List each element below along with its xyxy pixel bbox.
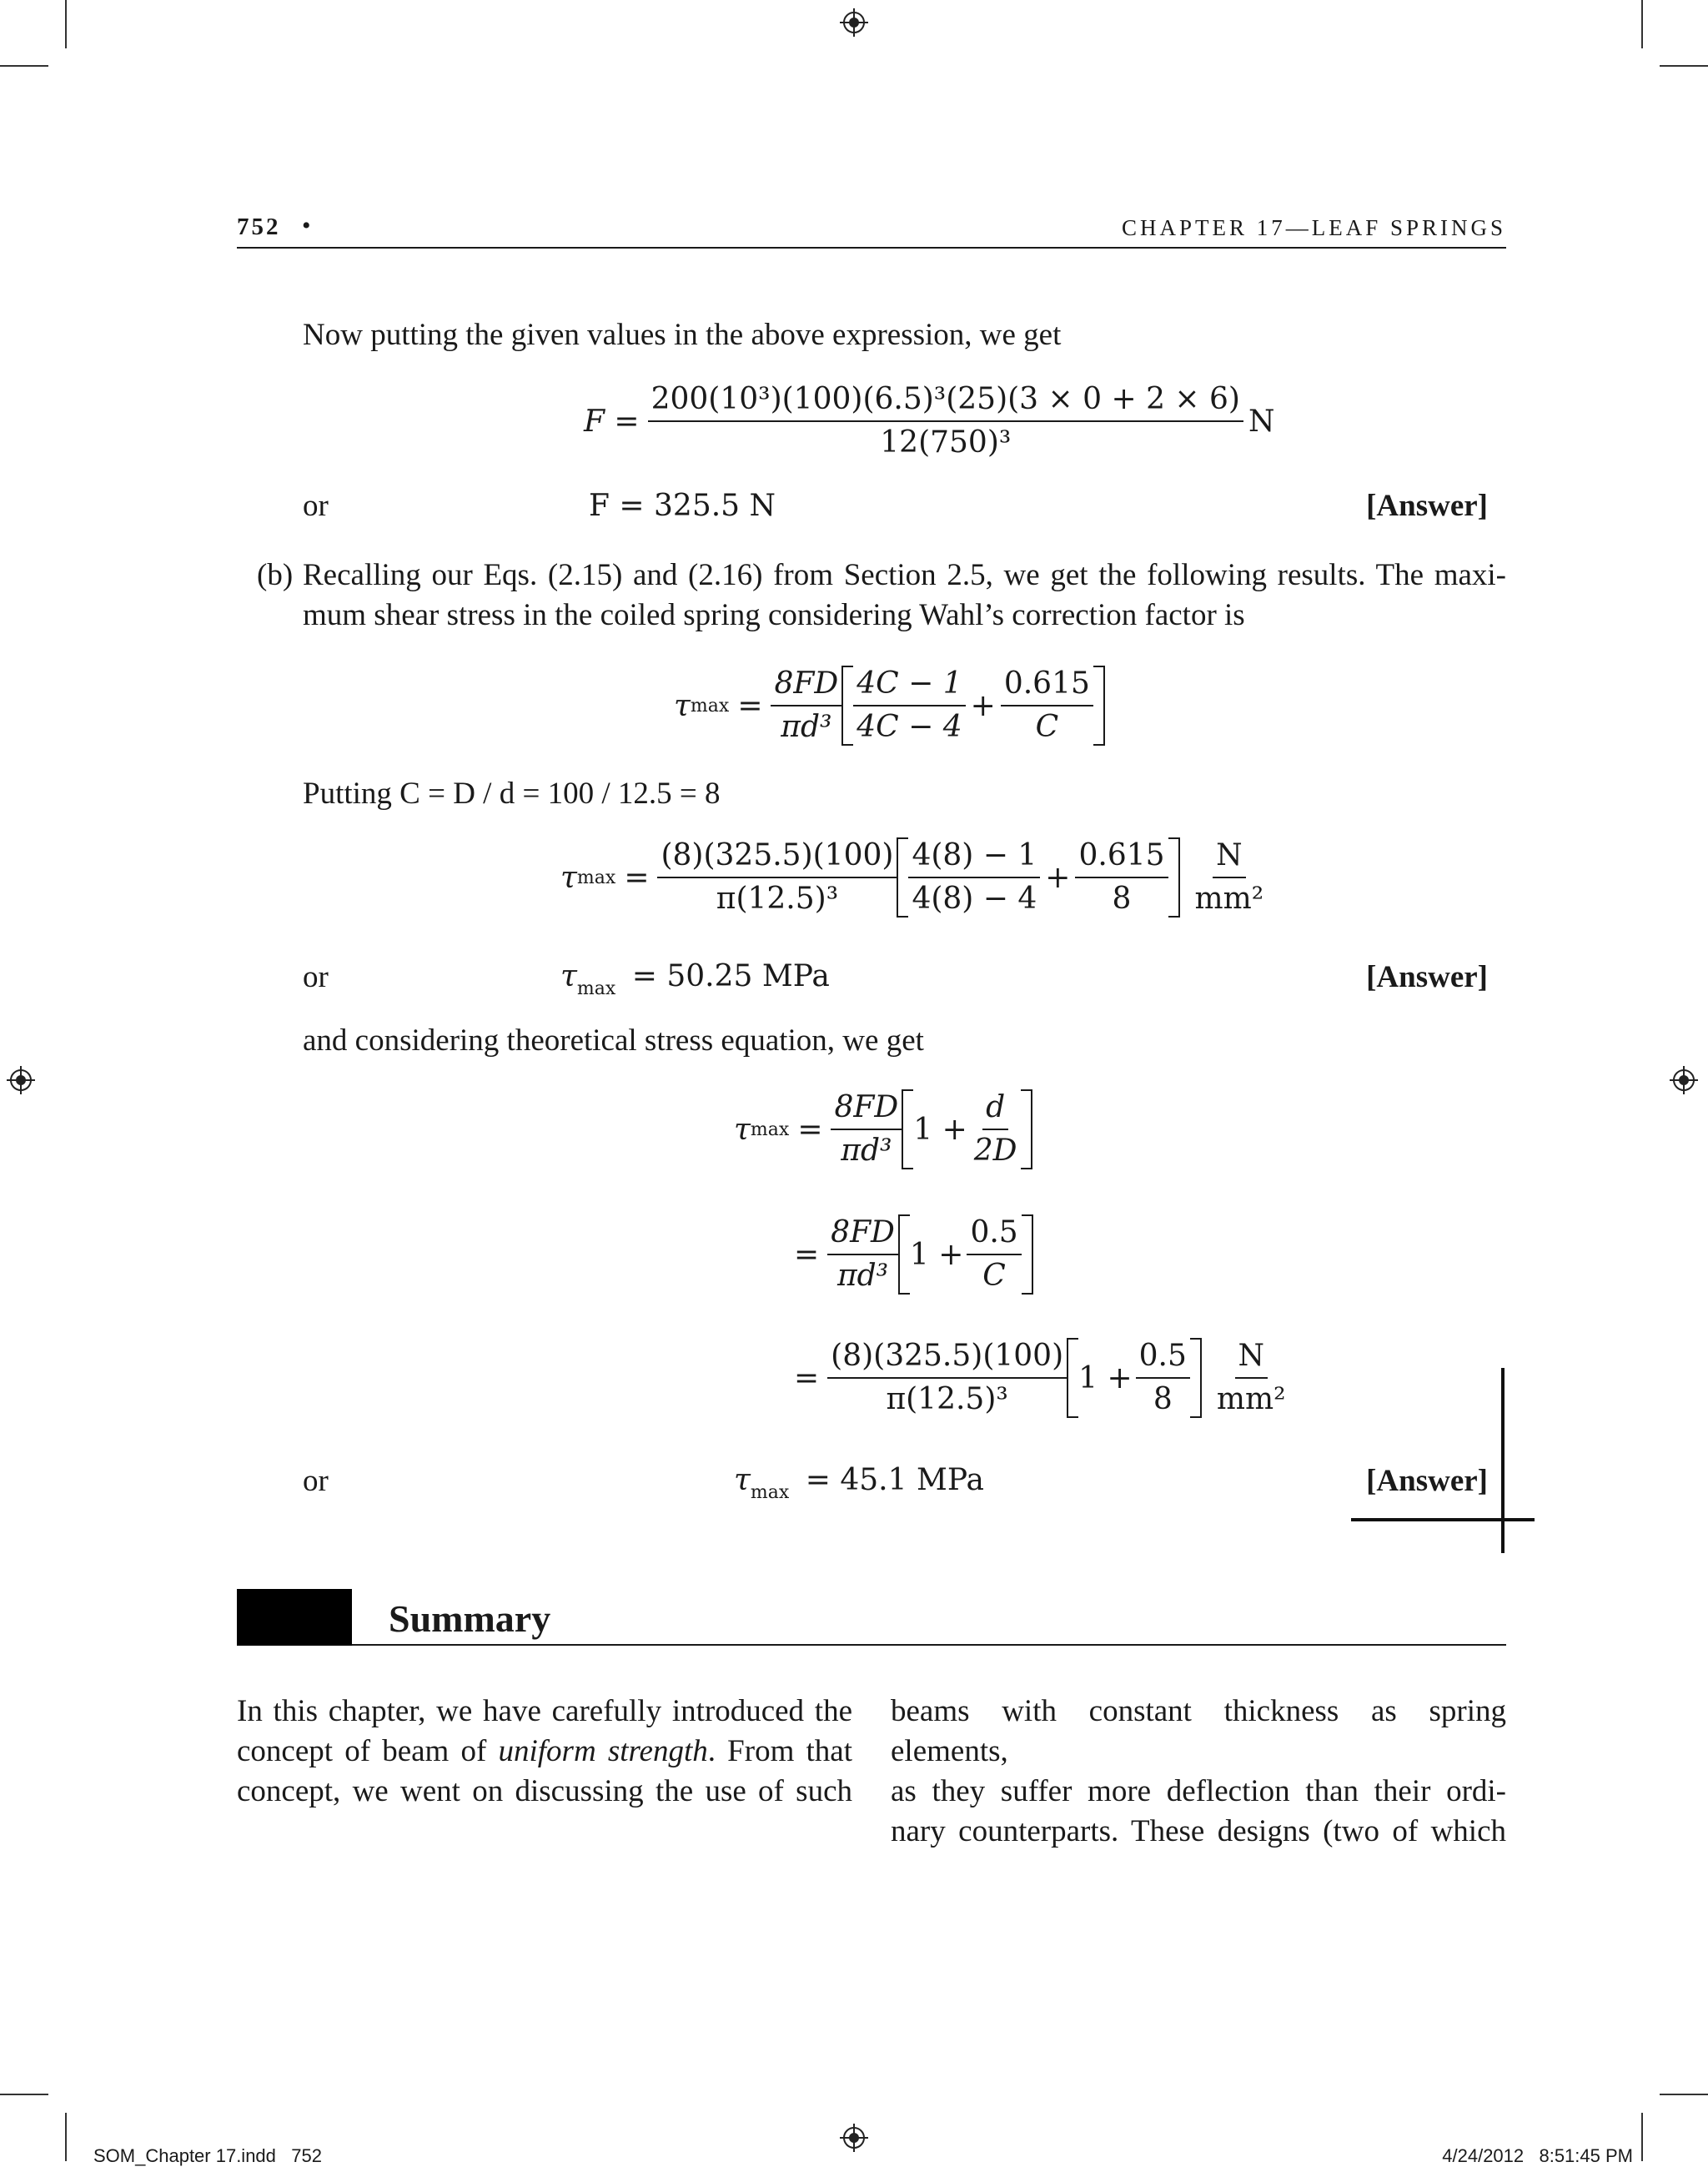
summary-right-column bbox=[891, 1692, 1506, 1852]
body-paragraph: Recalling our Eqs. (2.15) and (2.16) from Section 2.5, we get the following results. The maxi- bbox=[303, 558, 1506, 592]
fraction: $\frac{(8)(325.5)(100)}{\text{π(12.5)³}}$ bbox=[827, 1339, 1067, 1417]
item-label: (b) bbox=[257, 558, 294, 592]
emphasis: uniform strength bbox=[498, 1734, 708, 1768]
tau-symbol: τ bbox=[560, 860, 577, 895]
footer-datetime: 4/24/2012 8:51:45 PM bbox=[1442, 2145, 1633, 2166]
header-bullet: • bbox=[302, 212, 311, 239]
answer-tag: [Answer] bbox=[1366, 960, 1488, 994]
fraction: $\frac{d}{2D}$ bbox=[973, 1090, 1017, 1168]
equals-sign: = bbox=[737, 688, 763, 723]
page-number: 752 bbox=[237, 214, 281, 240]
equation-theory-step: = $\frac{8FD}{\text{πd³}}$ 1 + $\frac{0.5}{C}$ bbox=[794, 1214, 1033, 1295]
body-paragraph: mum shear stress in the coiled spring considering Wahl’s correction factor is bbox=[303, 598, 1245, 632]
crop-mark bbox=[0, 65, 48, 67]
answer-tag: [Answer] bbox=[1366, 489, 1488, 523]
fraction: $\frac{8FD}{\text{πd³}}$ bbox=[827, 1215, 898, 1294]
fraction: $\frac{(8)(325.5)(100)}{\text{π(12.5)³}}$ bbox=[657, 838, 897, 917]
end-of-example-mark-vertical bbox=[1501, 1368, 1505, 1553]
equation-theory: τ max = $\frac{8FD}{\text{πd³}}$ 1 + $\frac{d}{2D}$ bbox=[734, 1089, 1032, 1169]
unit-fraction: $\frac{N}{\text{mm²}}$ bbox=[1194, 838, 1264, 916]
running-title: CHAPTER 17—LEAF SPRINGS bbox=[1121, 215, 1506, 240]
fraction: $\frac{0.615}{C}$ bbox=[1001, 666, 1093, 745]
registration-mark-icon bbox=[7, 1066, 35, 1094]
body-line: In this chapter, we have carefully introduced the bbox=[237, 1694, 852, 1728]
fraction: $\frac{0.615}{8}$ bbox=[1075, 838, 1168, 917]
body-line: as they suffer more deflection than their ordi- bbox=[891, 1774, 1506, 1808]
crop-mark bbox=[65, 2113, 67, 2161]
registration-mark-icon bbox=[840, 2124, 868, 2152]
or-label: or bbox=[303, 489, 329, 523]
body-paragraph: Putting C = D / d = 100 / 12.5 = 8 bbox=[303, 777, 721, 811]
end-of-example-mark-horizontal bbox=[1351, 1518, 1535, 1521]
summary-heading-bar bbox=[237, 1589, 352, 1646]
body-paragraph: Now putting the given values in the above expression, we get bbox=[303, 318, 1062, 352]
equation-unit: N bbox=[1248, 404, 1275, 439]
answer-tag: [Answer] bbox=[1366, 1464, 1488, 1498]
fraction: $\frac{4(8) - 1}{4(8) - 4}$ bbox=[908, 838, 1040, 917]
left-bracket bbox=[1067, 1338, 1078, 1418]
crop-mark bbox=[65, 0, 67, 48]
summary-heading-rule bbox=[352, 1644, 1506, 1646]
section-heading: Summary bbox=[389, 1597, 551, 1640]
body-line: concept, we went on discussing the use of such bbox=[237, 1774, 852, 1808]
fraction bbox=[648, 382, 1243, 460]
equals-sign: = bbox=[624, 860, 650, 895]
unit-fraction: $\frac{N}{\text{mm²}}$ bbox=[1216, 1339, 1286, 1416]
fraction: $\frac{8FD}{\text{πd³}}$ bbox=[771, 666, 841, 745]
summary-left-column bbox=[237, 1692, 852, 1812]
equation-wahl-numeric bbox=[560, 837, 1267, 918]
crop-mark bbox=[0, 2094, 48, 2095]
equation-wahl bbox=[674, 666, 1105, 746]
fraction: $\frac{8FD}{\text{πd³}}$ bbox=[831, 1090, 902, 1169]
fraction-denominator: 12(750)³ bbox=[880, 425, 1012, 460]
fraction: $\frac{0.5}{C}$ bbox=[967, 1215, 1021, 1294]
body-line: beams with constant thickness as spring elements, bbox=[891, 1694, 1506, 1768]
crop-mark bbox=[1660, 65, 1708, 67]
plus-sign: + bbox=[1045, 860, 1071, 895]
left-bracket bbox=[902, 1089, 913, 1169]
result-stress: $\tau_{max} = 45.1$ MPa bbox=[734, 1463, 984, 1503]
right-bracket bbox=[1093, 666, 1105, 746]
right-bracket bbox=[1022, 1214, 1033, 1295]
fraction: $\frac{4C - 1}{4C - 4}$ bbox=[853, 666, 965, 745]
registration-mark-icon bbox=[1670, 1066, 1698, 1094]
right-bracket bbox=[1021, 1089, 1032, 1169]
crop-mark bbox=[1660, 2094, 1708, 2095]
body-line: concept of beam of uniform strength. From that bbox=[237, 1734, 852, 1768]
footer-file: SOM_Chapter 17.indd 752 bbox=[93, 2145, 322, 2166]
subscript: max bbox=[690, 695, 730, 716]
or-label: or bbox=[303, 960, 329, 994]
plus-sign: + bbox=[970, 688, 996, 723]
body-line: nary counterparts. These designs (two of which bbox=[891, 1814, 1506, 1848]
left-bracket bbox=[897, 837, 908, 918]
crop-mark bbox=[1641, 2113, 1643, 2161]
body-paragraph: and considering theoretical stress equation, we get bbox=[303, 1023, 924, 1058]
equation-force bbox=[584, 382, 1274, 460]
result-force: F = 325.5 N bbox=[589, 489, 776, 523]
left-bracket bbox=[841, 666, 853, 746]
registration-mark-icon bbox=[840, 8, 868, 37]
fraction-numerator: 200(10³)(100)(6.5)³(25)(3 × 0 + 2 × 6) bbox=[648, 382, 1243, 422]
left-bracket bbox=[898, 1214, 910, 1295]
fraction: $\frac{0.5}{8}$ bbox=[1136, 1339, 1190, 1417]
subscript: max bbox=[576, 867, 616, 888]
result-stress: $\tau_{max} = 50.25$ MPa bbox=[560, 959, 830, 999]
right-bracket bbox=[1168, 837, 1180, 918]
running-header bbox=[237, 209, 1506, 249]
right-bracket bbox=[1190, 1338, 1202, 1418]
or-label: or bbox=[303, 1464, 329, 1498]
equation-theory-numeric: = $\frac{(8)(325.5)(100)}{\text{π(12.5)³}}$ 1 + $\frac{0.5}{8}$ $\frac{N}{\text{mm²}}$ bbox=[794, 1338, 1289, 1418]
equation-lhs: F = bbox=[584, 404, 640, 439]
tau-symbol: τ bbox=[674, 688, 691, 723]
crop-mark bbox=[1641, 0, 1643, 48]
